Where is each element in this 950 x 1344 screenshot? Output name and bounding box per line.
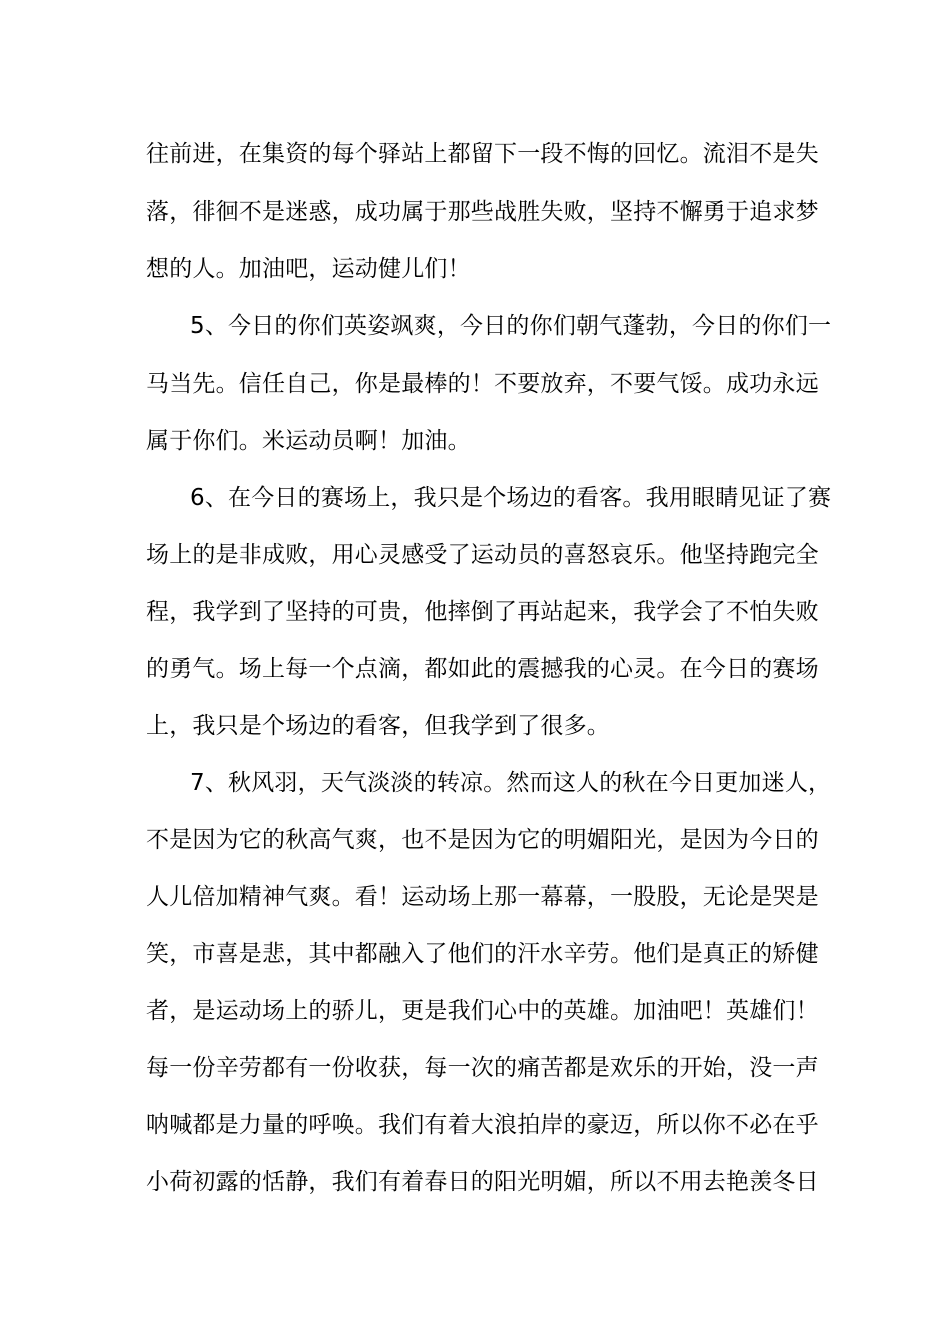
paragraph-5-first-line: 5、今日的你们英姿飒爽，今日的你们朝气蓬勃，今日的你们一 (190, 313, 832, 339)
text-line: 的勇气。场上每一个点滴，都如此的震撼我的心灵。在今日的赛场 (146, 656, 819, 682)
text-line: 场上的是非成败，用心灵感受了运动员的喜怒哀乐。他坚持跑完全 (146, 542, 819, 568)
text-line: 呐喊都是力量的呼唤。我们有着大浪拍岸的豪迈，所以你不必在乎 (146, 1112, 819, 1138)
paragraph-7-first-line: 7、秋风羽，天气淡淡的转凉。然而这人的秋在今日更加迷人， (190, 770, 832, 796)
text-line: 属于你们。米运动员啊！加油。 (146, 428, 471, 454)
text-line: 不是因为它的秋高气爽，也不是因为它的明媚阳光，是因为今日的 (146, 827, 819, 853)
paragraph-6-first-line: 6、在今日的赛场上，我只是个场边的看客。我用眼睛见证了赛 (190, 485, 832, 511)
text-line: 上，我只是个场边的看客，但我学到了很多。 (146, 713, 610, 739)
text-line: 程，我学到了坚持的可贵，他摔倒了再站起来，我学会了不怕失败 (146, 599, 819, 625)
text-line: 者，是运动场上的骄儿，更是我们心中的英雄。加油吧！英雄们！ (146, 998, 819, 1024)
text-line: 小荷初露的恬静，我们有着春日的阳光明媚，所以不用去艳羡冬日 (146, 1169, 819, 1195)
text-line: 每一份辛劳都有一份收获，每一次的痛苦都是欢乐的开始，没一声 (146, 1055, 819, 1081)
text-line: 落，徘徊不是迷惑，成功属于那些战胜失败，坚持不懈勇于追求梦 (146, 199, 819, 225)
text-line: 想的人。加油吧，运动健儿们！ (146, 256, 471, 282)
text-line: 往前进，在集资的每个驿站上都留下一段不悔的回忆。流泪不是失 (146, 141, 819, 167)
text-line: 人儿倍加精神气爽。看！运动场上那一幕幕，一股股，无论是哭是 (146, 884, 819, 910)
text-line: 笑，市喜是悲，其中都融入了他们的汗水辛劳。他们是真正的矫健 (146, 941, 819, 967)
text-line: 马当先。信任自己，你是最棒的！不要放弃，不要气馁。成功永远 (146, 371, 819, 397)
